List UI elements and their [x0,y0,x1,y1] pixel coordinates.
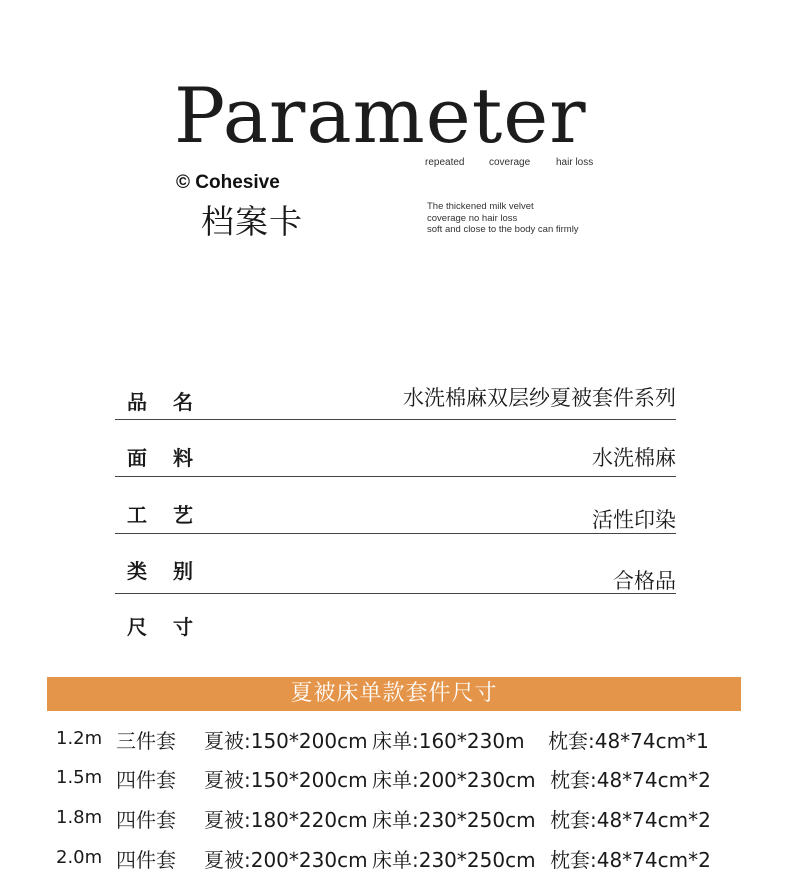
size-pillow: 枕套:48*74cm*2 [550,848,711,872]
size-width: 2.0m [56,847,103,868]
param-value: 水洗棉麻 [592,446,676,470]
size-sheet: 床单:230*250cm [372,848,536,872]
tag-coverage: coverage [489,157,531,168]
param-label: 类别 [127,559,219,583]
size-width: 1.2m [56,728,103,749]
description-line: soft and close to the body can firmly [427,224,579,235]
size-set: 四件套 [116,768,176,792]
page-subtitle: 档案卡 [201,202,303,241]
row-divider [115,476,676,477]
size-set: 三件套 [116,729,176,753]
param-value: 水洗棉麻双层纱夏被套件系列 [403,386,676,410]
size-sheet: 床单:200*230cm [372,768,536,792]
param-label: 工艺 [127,503,219,527]
size-pillow: 枕套:48*74cm*2 [550,768,711,792]
size-width: 1.5m [56,767,103,788]
param-row-size [115,596,676,639]
banner-title: 夏被床单款套件尺寸 [290,681,498,706]
page-title: Parameter [174,71,587,160]
param-label: 品名 [127,390,219,414]
param-row-craft [115,478,676,534]
description [427,201,579,236]
size-sheet: 床单:230*250cm [372,808,536,832]
brand-name: © Cohesive [176,172,280,193]
description-line: The thickened milk velvet [427,201,534,212]
size-pillow: 枕套:48*74cm*1 [548,729,709,753]
param-label: 面料 [127,446,219,470]
size-set: 四件套 [116,808,176,832]
param-row-fabric [115,421,676,477]
row-divider [115,533,676,534]
tag-hair-loss: hair loss [556,157,594,168]
row-divider [115,593,676,594]
size-quilt: 夏被:150*200cm [204,768,368,792]
row-divider [115,419,676,420]
param-label: 尺寸 [127,615,219,639]
param-row-category [115,538,676,594]
tag-repeated: repeated [425,157,465,168]
size-pillow: 枕套:48*74cm*2 [550,808,711,832]
param-value: 合格品 [613,569,676,593]
param-value: 活性印染 [592,508,676,532]
size-set: 四件套 [116,848,176,872]
description-line: coverage no hair loss [427,212,518,224]
size-quilt: 夏被:150*200cm [204,729,368,753]
param-row-name [115,364,676,420]
size-width: 1.8m [56,807,103,828]
size-banner [47,677,741,711]
size-quilt: 夏被:180*220cm [204,808,368,832]
size-sheet: 床单:160*230m [372,729,525,753]
size-quilt: 夏被:200*230cm [204,848,368,872]
